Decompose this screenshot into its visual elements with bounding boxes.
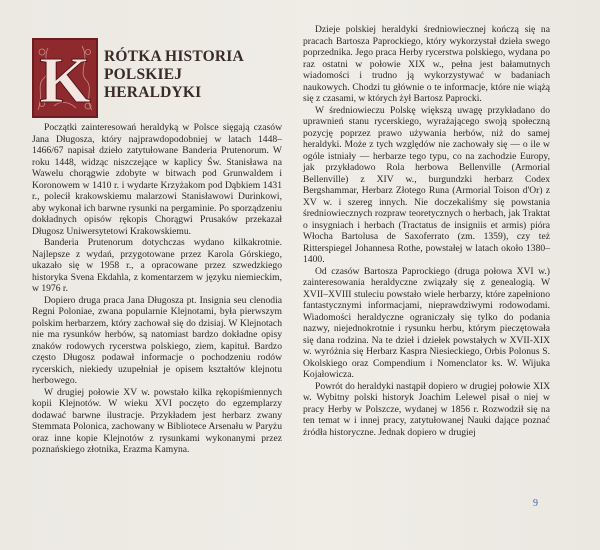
right-paragraph-3: Od czasów Bartosza Paprockiego (druga połowa XVI w.) zainteresowania heraldyczne związały się z genealogią. W XVII–XVIII stuleciu powstało wiele herbarzy, które zapełniono fantastycznymi informacjami, nieprawdziwymi rodowodami. Wiadomości heraldyczne ograniczały się tylko do podania nazwy, niejednokrotnie i rysunku herbu, którym pieczętowała się dana rodzina. Na te dzieł i dziełek powstałych w XVII-XIX w. wyróżnia się Herbarz Kaspra Niesieckiego, Orbis Polonus S. Okolskiego oraz Compendium i Nomenclator ks. W. Wijuka Kojałowicza. bbox=[303, 265, 550, 380]
left-paragraph-1: Początki zainteresowań heraldyką w Polsce sięgają czasów Jana Długosza, który najprawdopodobniej w latach 1448–1466/67 napisał dzieło zatytułowane Banderia Prutenorum. W roku 1448, widząc niszczejące w kaplicy Św. Stanisława na Wawelu chorągwie zdobyte w bitwach pod Grunwaldem i Koronowem w 1410 r. i wydarte Krzyżakom pod Dąbkiem 1431 r., polecił krakowskiemu malarzowi Stanisławowi Durinkowi, aby wykonał ich barwne rysunki na pergaminie. Po sporządzeniu dokładnych opisów rękopis Chorągwi Prusaków przekazał Długosz Uniwersytetowi Krakowskiemu. bbox=[32, 122, 282, 237]
heading-line-2: POLSKIEJ bbox=[104, 66, 183, 83]
page-number: 9 bbox=[533, 498, 538, 509]
dropcap-letter: K bbox=[39, 44, 91, 116]
left-paragraph-2: Banderia Prutenorum dotychczas wydano kilkakrotnie. Najlepsze z wydań, przygotowane przez Karola Górskiego, ukazało się w 1958 r., a opracowane przez szwedzkiego historyka Svena Ekdahla, z komentarzem w języku niemieckim, w 1976 r. bbox=[32, 237, 282, 294]
right-paragraph-4: Powrót do heraldyki nastąpił dopiero w drugiej połowie XIX w. Wybitny polski historyk Joachim Lelewel pisał o niej w pracy Herby w Polszcze, wydanej w 1856 r. Rozwodził się na ten temat w i innej pracy, zatytułowanej Nauki dające poznać źródła historyczne. Jednak dopiero w drugiej bbox=[303, 380, 550, 438]
right-paragraph-1: Dzieje polskiej heraldyki średniowiecznej kończą się na pracach Bartosza Paprockiego, który wykorzystał dzieła swego poprzednika. Jego praca Herby rycerstwa polskiego, wydana po raz ostatni w połowie XIX w., pełna jest bałamutnych wiadomości i trudno ją wykorzystywać w badaniach naukowych. Chodzi tu głównie o te informacje, które nie wiążą się z czasami, w których żył Bartosz Paprocki. bbox=[303, 24, 550, 104]
left-paragraph-3: Dopiero druga praca Jana Długosza pt. Insignia seu clenodia Regni Poloniae, zwana popularnie Klejnotami, była pierwszym polskim herbarzem, który zachował się do dzisiaj. W Klejnotach nie ma rysunków herbów, są natomiast bardzo dokładne opisy znaków rodowych rycerstwa polskiego, ziem, kapituł. Bardzo często Długosz podawał informacje o pochodzeniu rodów rycerskich, niekiedy uzupełniał je opisem kształtów klejnotu herbowego. bbox=[32, 294, 282, 386]
heading-line-1: RÓTKA HISTORIA bbox=[104, 48, 244, 65]
left-paragraph-4: W drugiej połowie XV w. powstało kilka rękopiśmiennych kopii Klejnotów. W wieku XVI poczęto do egzemplarzy dodawać barwne ilustracje. Przykładem jest herbarz zwany Stemmata Polonica, zachowany w Bibliotece Arsenału w Paryżu oraz inne kopie Klejnotów z rysunkami wykonanymi przez poznańskiego złotnika, Erazma Kamyna. bbox=[32, 386, 282, 455]
right-paragraph-2: W średniowieczu Polskę większą uwagę przykładano do uprawnień stanu rycerskiego, wyrażającego swoją społeczną pozycję poprzez prawo używania herbów, niż do samej heraldyki. Może z tych względów nie zachowały się — o ile w ogóle istniały — herbarze tego typu, co na zachodzie Europy, jak przykładowo Rola herbowa Bellenville (Armorial Bellenville) z XIV w., burgundzki herbarz Codex Bergshammar, Herbarz Złotego Runa (Armorial Toison d'Or) z XV w. i szereg innych. Nie doczekaliśmy się powstania średniowiecznych rozpraw teoretycznych o herbach, jak Traktat o insygniach i herbach (Tractatus de insigniis et armis) pióra Włocha Bartolusa de Saxoferrato (zm. 1359), czy też Ritterspiegel Johannesa Rothe, powstałej w latach około 1380–1400. bbox=[303, 104, 550, 265]
decorative-dropcap-k bbox=[32, 38, 98, 118]
ornament-icon bbox=[34, 40, 96, 116]
chapter-heading bbox=[104, 48, 280, 102]
heading-line-3: HERALDYKI bbox=[104, 84, 202, 101]
